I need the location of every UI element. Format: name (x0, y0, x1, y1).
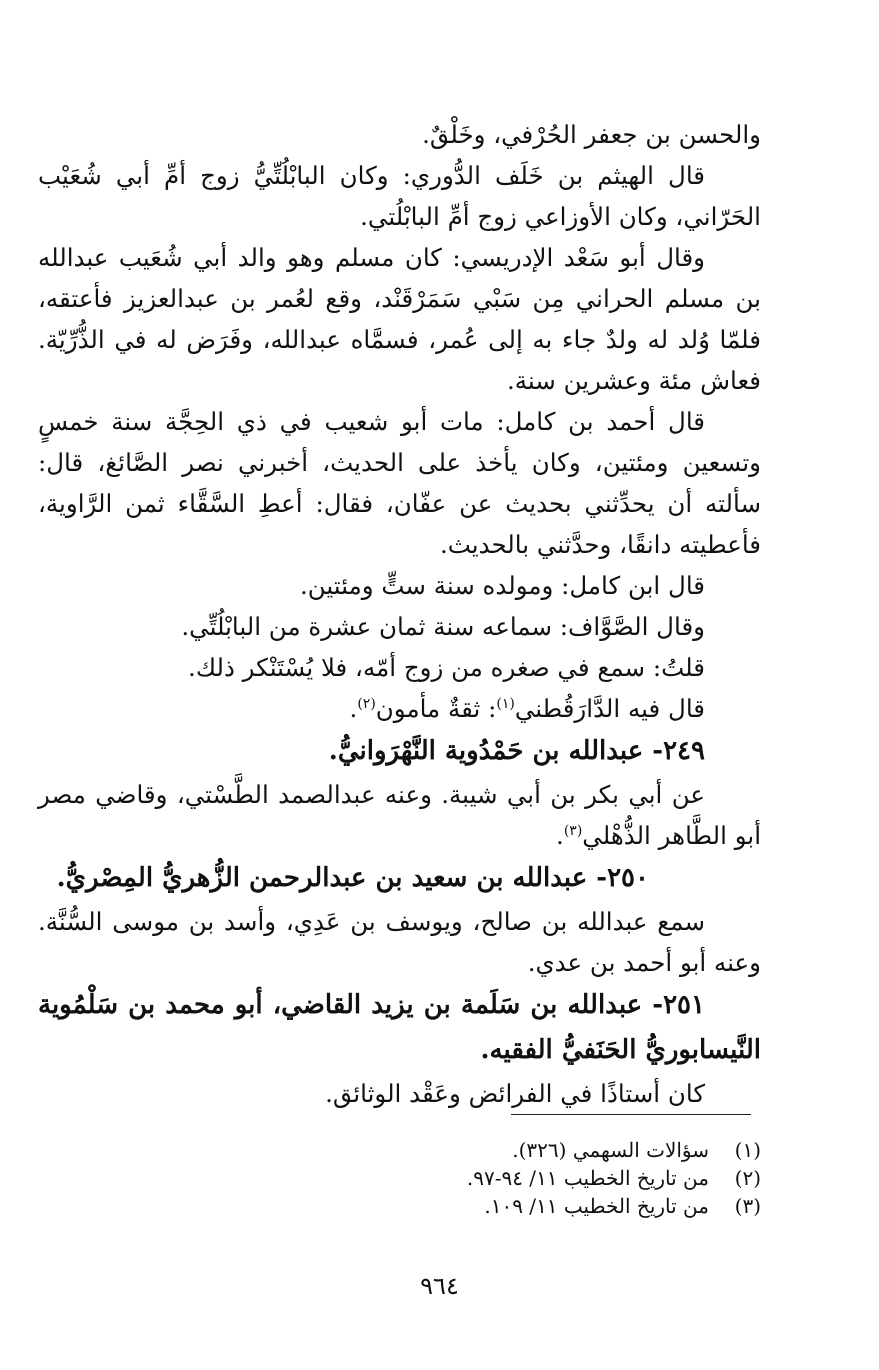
entry-title: عبدالله بن حَمْدُوية النَّهْرَوانيُّ. (328, 736, 644, 766)
paragraph-text: : ثقةٌ مأمون (375, 694, 497, 723)
entry-heading-250 (38, 856, 761, 901)
footnote (38, 1164, 761, 1192)
entry-number: ٢٥٠- (596, 863, 649, 893)
paragraph: قلتُ: سمع في صغره من زوج أمّه، فلا يُسْتَنْكر ذلك. (188, 653, 705, 682)
page-number: ٩٦٤ (420, 1272, 459, 1300)
paragraph: قال ابن كامل: ومولده سنة ستٍّ ومئتين. (299, 571, 705, 600)
footnote-marker: (٣) (734, 1194, 761, 1218)
paragraph-text: عن أبي بكر بن أبي شيبة. وعنه عبدالصمد الطَّسْتي، وقاضي مصر أبو الطَّاهر الذُّهْلي (38, 780, 761, 850)
paragraph-text: . (556, 821, 564, 850)
footnote (38, 1136, 761, 1164)
entry-title: عبدالله بن سعيد بن عبدالرحمن الزُّهريُّ المِصْريُّ. (56, 863, 588, 893)
footnote (38, 1192, 761, 1220)
paragraph: قال أحمد بن كامل: مات أبو شعيب في ذي الحِجَّة سنة خمسٍ وتسعين ومئتين، وكان يأخذ على الحديث، أخبرني نصر الصَّائغ، قال: سألته أن يحدِّثني بحديث عن عفّان، فقال: أعطِ السَّقَّاء ثمن الرَّاوية، فأعطيته دانقًا، وحدَّثني بالحديث. (38, 407, 761, 559)
paragraph-with-footnotes (38, 688, 761, 729)
paragraph: كان أستاذًا في الفرائض وعَقْد الوثائق. (325, 1079, 705, 1108)
paragraph: وقال الصَّوَّاف: سماعه سنة ثمان عشرة من البابْلُتِّي. (181, 612, 705, 641)
entry-number: ٢٥١- (652, 990, 705, 1020)
footnote-ref: (٢) (357, 695, 376, 712)
footnote-text: سؤالات السهمي (٣٢٦). (512, 1138, 709, 1162)
entry-heading-251 (38, 983, 761, 1073)
footnotes (38, 1136, 761, 1220)
footnote-marker: (٢) (734, 1166, 761, 1190)
paragraph-text: قال فيه الدَّارَقُطني (514, 694, 705, 723)
entry-heading-249 (38, 729, 761, 774)
paragraph: قال الهيثم بن خَلَف الدُّوري: وكان البابْلُتِّيُّ زوج أمِّ أبي شُعَيْب الحَرّاني، وكان الأوزاعي زوج أمِّ البابْلُتي. (38, 161, 761, 231)
footnote-separator (511, 1114, 751, 1115)
paragraph: سمع عبدالله بن صالح، ويوسف بن عَدِي، وأسد بن موسى السُّنَّة. وعنه أبو أحمد بن عدي. (38, 907, 761, 977)
entry-title: عبدالله بن سَلَمة بن يزيد القاضي، أبو محمد بن سَلْمُوية النَّيسابوريُّ الحَنَفيُّ الفقيه. (38, 990, 761, 1065)
paragraph-with-footnotes (38, 774, 761, 856)
entry-number: ٢٤٩- (652, 736, 705, 766)
footnote-marker: (١) (734, 1138, 761, 1162)
paragraph: وقال أبو سَعْد الإدريسي: كان مسلم وهو والد أبي شُعَيب عبدالله بن مسلم الحراني مِن سَبْي سَمَرْقَنْد، وقع لعُمر بن عبدالعزيز فأعتقه، فلمّا وُلد له ولدٌ جاء به إلى عُمر، فسمَّاه عبدالله، وفَرَض له في الذُّرِّيّة. فعاش مئة وعشرين سنة. (38, 243, 761, 395)
footnote-ref: (١) (496, 695, 515, 712)
footnote-ref: (٣) (563, 822, 583, 839)
footnote-text: من تاريخ الخطيب ١١/ ٩٤-٩٧. (466, 1166, 709, 1190)
main-text (38, 114, 761, 1114)
paragraph-text: . (349, 694, 358, 723)
paragraph: والحسن بن جعفر الحُرْفي، وخَلْقٌ. (422, 120, 761, 149)
footnote-text: من تاريخ الخطيب ١١/ ١٠٩. (484, 1194, 709, 1218)
